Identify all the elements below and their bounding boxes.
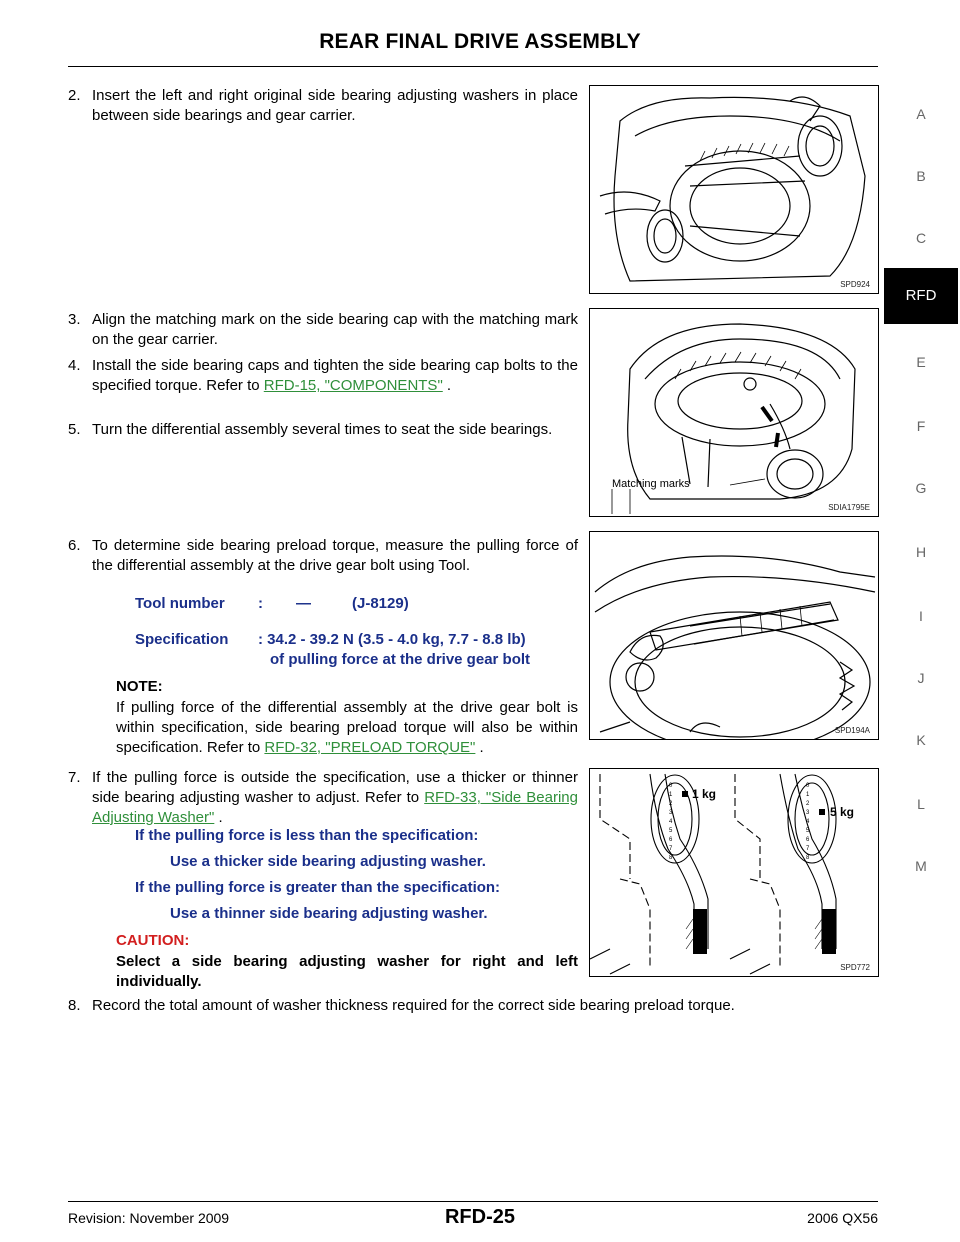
step-text: Insert the left and right original side bearing adjusting washers in place between side bearings and gear carrier. bbox=[92, 87, 578, 124]
page-title: REAR FINAL DRIVE ASSEMBLY bbox=[319, 30, 641, 53]
tool-number-value: (J-8129) bbox=[352, 595, 409, 612]
step-7 bbox=[68, 768, 578, 828]
step-number: 2. bbox=[68, 87, 81, 104]
scale-tick: 6 bbox=[669, 837, 673, 843]
step-text: Align the matching mark on the side bearing cap with the matching mark on the gear carrier. bbox=[92, 311, 578, 348]
differential-carrier-illustration bbox=[590, 86, 878, 293]
step-text-tail: . bbox=[442, 377, 452, 394]
figure-code: SDIA1795E bbox=[828, 503, 870, 512]
note-body bbox=[116, 698, 578, 758]
figure-code: SPD772 bbox=[840, 963, 870, 972]
step-4 bbox=[68, 356, 578, 396]
step-number: 8. bbox=[68, 997, 81, 1014]
step-text: Record the total amount of washer thickness required for the correct side bearing preload torque. bbox=[92, 997, 735, 1014]
scale-tick: 4 bbox=[806, 819, 810, 825]
link-rfd-32-preload-torque[interactable]: RFD-32, "PRELOAD TORQUE" bbox=[264, 739, 476, 756]
figure-scale-readings bbox=[589, 768, 879, 977]
step-text-tail: . bbox=[214, 809, 223, 826]
footer-page-number: RFD-25 bbox=[444, 1206, 515, 1228]
scale-tick: 7 bbox=[806, 846, 810, 852]
link-rfd-15-components[interactable]: RFD-15, "COMPONENTS" bbox=[263, 377, 443, 394]
caution-heading: CAUTION: bbox=[116, 932, 190, 949]
condition-greater-action: Use a thinner side bearing adjusting washer. bbox=[170, 905, 488, 922]
scale-tick: 7 bbox=[669, 846, 673, 852]
scale-tick: 1 bbox=[806, 792, 810, 798]
step-6 bbox=[68, 536, 578, 576]
index-tab-b[interactable]: B bbox=[916, 168, 926, 184]
scale-tick: 6 bbox=[806, 837, 810, 843]
scale-tick: 5 bbox=[806, 828, 810, 834]
step-8 bbox=[68, 996, 882, 1016]
step-text: Turn the differential assembly several times to seat the side bearings. bbox=[92, 421, 553, 438]
step-2 bbox=[68, 86, 578, 126]
scale-readings-illustration bbox=[590, 769, 878, 976]
footer-divider bbox=[68, 1201, 878, 1202]
index-tab-a[interactable]: A bbox=[916, 106, 926, 122]
figure-pulling-force bbox=[589, 531, 879, 740]
note-text: If pulling force of the differential assembly at the drive gear bolt is within specification, side bearing preload torque will also be within specification. Refer to bbox=[116, 699, 578, 756]
step-number: 3. bbox=[68, 311, 81, 328]
index-tab-m[interactable]: M bbox=[915, 858, 927, 874]
note-heading: NOTE: bbox=[116, 678, 163, 695]
header-divider bbox=[68, 66, 878, 67]
scale-tick: 3 bbox=[806, 810, 810, 816]
index-tab-j[interactable]: J bbox=[917, 670, 925, 686]
matching-marks-label: Matching marks bbox=[612, 478, 690, 490]
specification-value: : 34.2 - 39.2 N (3.5 - 4.0 kg, 7.7 - 8.8 lb) bbox=[258, 631, 526, 648]
index-tab-i[interactable]: I bbox=[919, 608, 923, 624]
figure-code: SPD194A bbox=[834, 726, 870, 735]
condition-greater: If the pulling force is greater than the specification: bbox=[135, 879, 501, 896]
index-tab-g[interactable]: G bbox=[915, 480, 927, 496]
index-tab-f[interactable]: F bbox=[916, 418, 926, 434]
scale-tick: 5 bbox=[669, 828, 673, 834]
scale-tick: 2 bbox=[669, 801, 673, 807]
bearing-cap-illustration bbox=[590, 309, 878, 516]
condition-less: If the pulling force is less than the specification: bbox=[135, 827, 479, 844]
footer-model: 2006 QX56 bbox=[807, 1210, 878, 1226]
step-5 bbox=[68, 420, 578, 440]
condition-less-action: Use a thicker side bearing adjusting washer. bbox=[170, 853, 486, 870]
left-scale-reading: 1 kg bbox=[692, 787, 717, 801]
step-number: 7. bbox=[68, 769, 81, 786]
tool-number-label: Tool number bbox=[135, 595, 225, 612]
spring-scale-illustration bbox=[590, 532, 878, 739]
specification-label: Specification bbox=[135, 631, 229, 648]
step-text: To determine side bearing preload torque, measure the pulling force of the differential assembly at the drive gear bolt using Tool. bbox=[92, 537, 578, 574]
step-number: 6. bbox=[68, 537, 81, 554]
index-tab-c[interactable]: C bbox=[915, 230, 927, 246]
index-tab-rfd-active[interactable]: RFD bbox=[884, 268, 958, 324]
step-number: 5. bbox=[68, 421, 81, 438]
index-tab-e[interactable]: E bbox=[916, 354, 926, 370]
scale-tick: 0 bbox=[806, 783, 810, 789]
figure-code: SPD924 bbox=[840, 280, 870, 289]
step-number: 4. bbox=[68, 357, 81, 374]
figure-differential-washers bbox=[589, 85, 879, 294]
index-tab-l[interactable]: L bbox=[917, 796, 925, 812]
scale-tick: 2 bbox=[806, 801, 810, 807]
figure-matching-marks bbox=[589, 308, 879, 517]
scale-tick: 0 bbox=[669, 783, 673, 789]
scale-tick: 8 bbox=[806, 855, 810, 861]
link-rfd-33-side-bearing-washer[interactable]: RFD-33, "Side Bearing Adjusting Washer" bbox=[92, 789, 578, 826]
step-text: If the pulling force is outside the specification, use a thicker or thinner side bearing adjusting washer to adjust. Refer to bbox=[92, 769, 578, 806]
scale-tick: 4 bbox=[669, 819, 673, 825]
step-text: Install the side bearing caps and tighten the side bearing cap bolts to the specified torque. Refer to bbox=[92, 357, 578, 394]
index-tab-h[interactable]: H bbox=[915, 544, 927, 560]
specification-value-line2: of pulling force at the drive gear bolt bbox=[270, 651, 531, 668]
note-text-tail: . bbox=[475, 739, 484, 756]
caution-body: Select a side bearing adjusting washer for right and left individually. bbox=[116, 953, 578, 990]
footer-revision: Revision: November 2009 bbox=[68, 1210, 230, 1226]
index-tab-k[interactable]: K bbox=[916, 732, 926, 748]
tool-number-dash: — bbox=[296, 595, 311, 612]
step-3 bbox=[68, 310, 578, 350]
scale-tick: 8 bbox=[669, 855, 673, 861]
tool-number-sep: : bbox=[258, 595, 263, 612]
right-scale-reading: 5 kg bbox=[830, 805, 855, 819]
scale-tick: 1 bbox=[669, 792, 673, 798]
scale-tick: 3 bbox=[669, 810, 673, 816]
